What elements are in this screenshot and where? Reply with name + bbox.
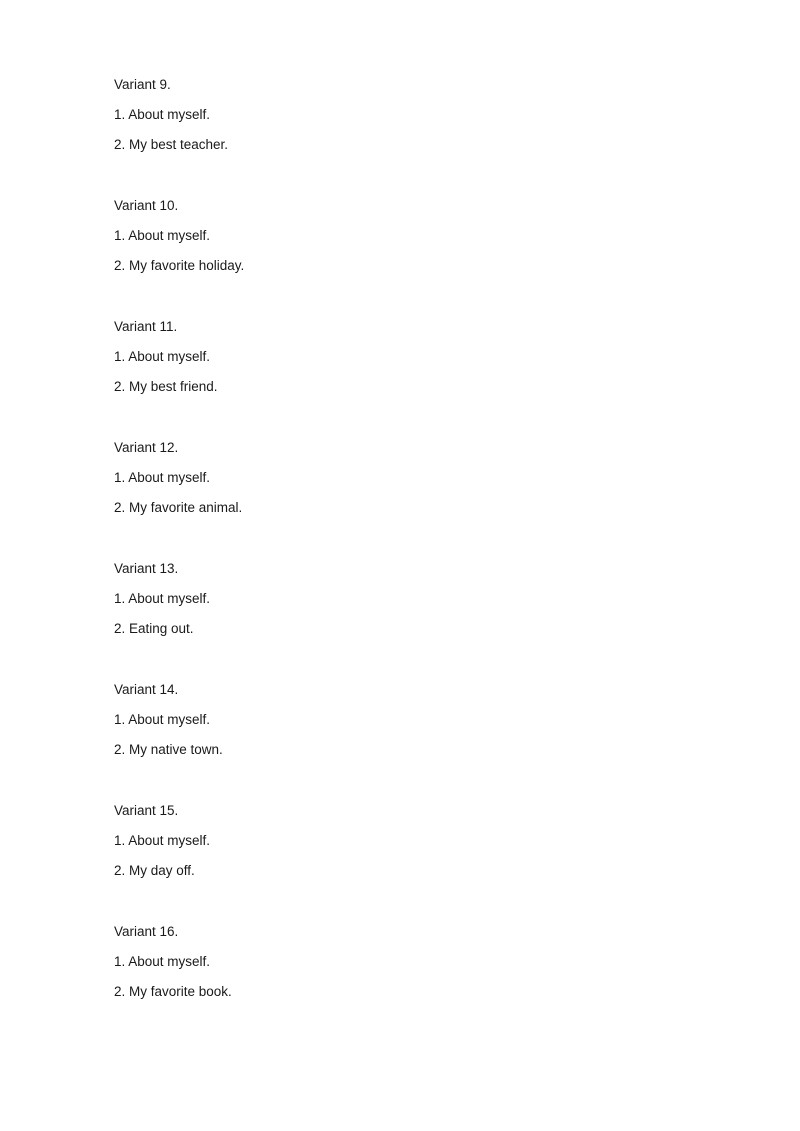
variant-item: 2. My best friend. [114, 379, 218, 394]
variant-block [114, 197, 714, 318]
variant-block [114, 439, 714, 560]
variant-item: 2. My native town. [114, 742, 223, 757]
variant-heading: Variant 16. [114, 924, 179, 939]
variant-block [114, 681, 714, 802]
variant-heading: Variant 13. [114, 561, 179, 576]
variant-block [114, 923, 714, 1044]
variant-item: 1. About myself. [114, 228, 211, 243]
variant-item: 1. About myself. [114, 954, 211, 969]
variant-item: 1. About myself. [114, 470, 211, 485]
variant-heading: Variant 14. [114, 682, 179, 697]
variant-item: 2. My favorite animal. [114, 500, 243, 515]
variant-item: 2. My day off. [114, 863, 195, 878]
variant-item: 1. About myself. [114, 349, 211, 364]
variant-heading: Variant 10. [114, 198, 179, 213]
variant-heading: Variant 15. [114, 803, 179, 818]
variant-block [114, 76, 714, 197]
variant-item: 2. My favorite book. [114, 984, 232, 999]
variant-block [114, 802, 714, 923]
variant-item: 1. About myself. [114, 107, 211, 122]
variant-item: 1. About myself. [114, 591, 211, 606]
document-body [114, 76, 714, 1044]
variant-item: 2. My favorite holiday. [114, 258, 245, 273]
variant-item: 1. About myself. [114, 712, 211, 727]
variant-heading: Variant 11. [114, 319, 178, 334]
variant-item: 2. Eating out. [114, 621, 194, 636]
variant-heading: Variant 9. [114, 77, 171, 92]
variant-item: 1. About myself. [114, 833, 211, 848]
variant-block [114, 318, 714, 439]
variant-item: 2. My best teacher. [114, 137, 229, 152]
variant-block [114, 560, 714, 681]
variant-heading: Variant 12. [114, 440, 179, 455]
